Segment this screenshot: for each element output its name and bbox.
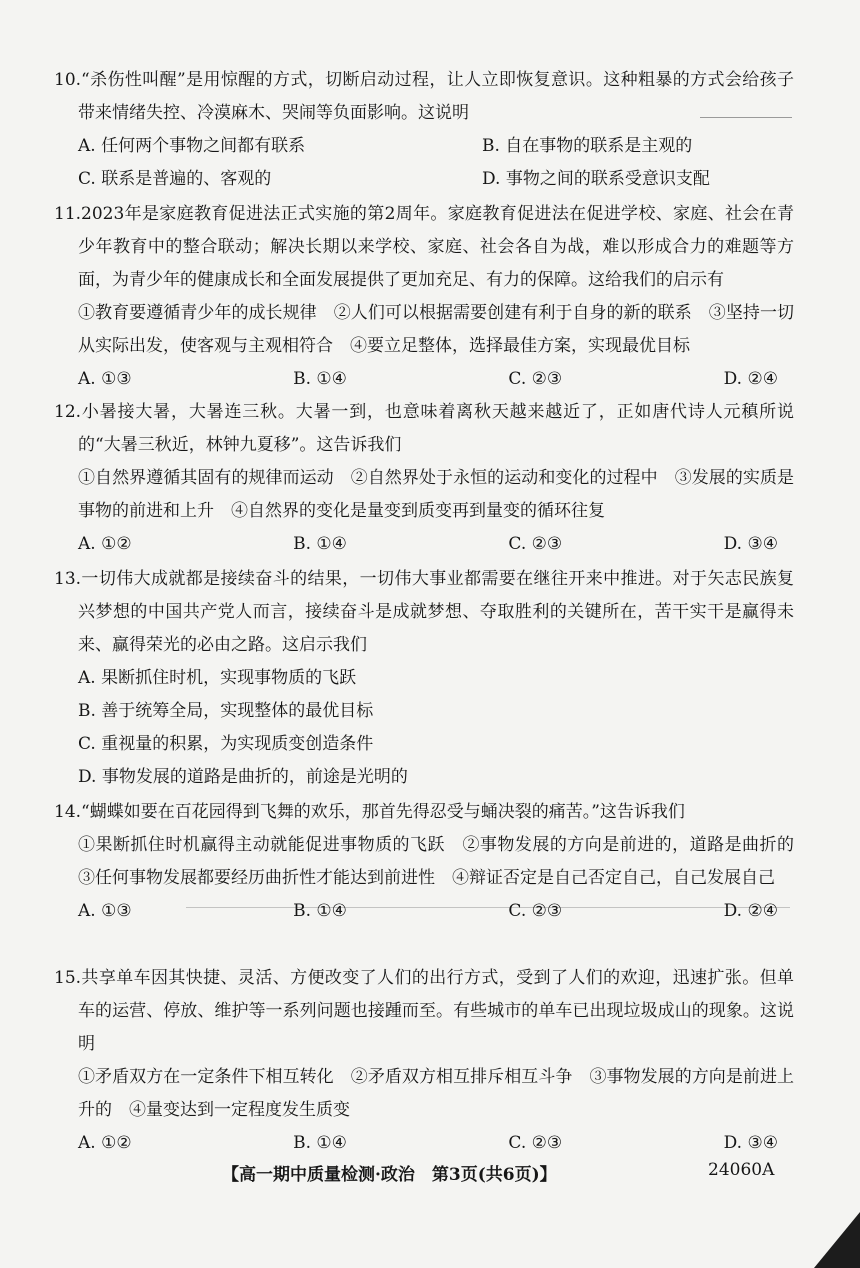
option-a: A. ①③ bbox=[78, 901, 132, 921]
option-b: B. ①④ bbox=[293, 369, 347, 389]
scan-corner-mark bbox=[806, 1212, 860, 1268]
option-b: B. ①④ bbox=[293, 901, 347, 921]
question-stem: 13.一切伟大成就都是接续奋斗的结果，一切伟大事业都需要在继往开来中推进。对于矢志民族复兴梦想的中国共产党人而言，接续奋斗是成就梦想、夺取胜利的关键所在，苦干实干是赢得未来、赢得荣光的必由之路。这启示我们 bbox=[54, 569, 794, 655]
option-a: A. ①② bbox=[78, 1133, 132, 1153]
option-b: B. 自在事物的联系是主观的 bbox=[482, 136, 693, 156]
option-c: C. 联系是普遍的、客观的 bbox=[78, 169, 272, 189]
option-d: D. ③④ bbox=[723, 534, 778, 554]
question-statements: ①矛盾双方在一定条件下相互转化 ②矛盾双方相互排斥相互斗争 ③事物发展的方向是前进上升的 ④量变达到一定程度发生质变 bbox=[78, 1067, 794, 1120]
options bbox=[54, 895, 794, 928]
option-d: D. ②④ bbox=[723, 901, 778, 921]
options bbox=[54, 528, 794, 561]
question-15 bbox=[54, 962, 794, 1160]
option-c: C. 重视量的积累，为实现质变创造条件 bbox=[78, 734, 374, 754]
question-10 bbox=[54, 64, 794, 196]
question-14 bbox=[54, 796, 811, 928]
question-stem: 15.共享单车因其快捷、灵活、方便改变了人们的出行方式，受到了人们的欢迎，迅速扩张。但单车的运营、停放、维护等一系列问题也接踵而至。有些城市的单车已出现垃圾成山的现象。这说明 bbox=[54, 968, 794, 1054]
option-c: C. ②③ bbox=[508, 1133, 563, 1153]
option-a: A. ①③ bbox=[78, 369, 132, 389]
option-c: C. ②③ bbox=[508, 534, 563, 554]
option-b: B. ①④ bbox=[293, 534, 347, 554]
option-d: D. 事物发展的道路是曲折的，前途是光明的 bbox=[78, 767, 408, 787]
question-statements: ①果断抓住时机赢得主动就能促进事物质的飞跃 ②事物发展的方向是前进的，道路是曲折的 ③任何事物发展都要经历曲折性才能达到前进性 ④辩证否定是自己否定自己，自己发展自己 bbox=[78, 835, 811, 888]
footer-code: 24060A bbox=[708, 1160, 775, 1180]
option-b: B. ①④ bbox=[293, 1133, 347, 1153]
question-stem: 11.2023年是家庭教育促进法正式实施的第2周年。家庭教育促进法在促进学校、家庭、社会在青少年教育中的整合联动；解决长期以来学校、家庭、社会各自为战，难以形成合力的难题等方面，为青少年的健康成长和全面发展提供了更加充足、有力的保障。这给我们的启示有 bbox=[54, 204, 794, 290]
option-c: C. ②③ bbox=[508, 901, 563, 921]
footer-page-info: 【高一期中质量检测·政治 第3页(共6页)】 bbox=[222, 1165, 557, 1185]
option-a: A. ①② bbox=[78, 534, 132, 554]
question-12 bbox=[54, 396, 794, 561]
option-a: A. 果断抓住时机，实现事物质的飞跃 bbox=[78, 668, 357, 688]
question-statements: ①自然界遵循其固有的规律而运动 ②自然界处于永恒的运动和变化的过程中 ③发展的实质是事物的前进和上升 ④自然界的变化是量变到质变再到量变的循环往复 bbox=[78, 468, 794, 521]
question-13 bbox=[54, 563, 794, 794]
options bbox=[54, 363, 794, 396]
option-d: D. 事物之间的联系受意识支配 bbox=[482, 169, 710, 189]
option-d: D. ③④ bbox=[723, 1133, 778, 1153]
option-c: C. ②③ bbox=[508, 369, 563, 389]
options bbox=[54, 130, 794, 196]
question-statements: ①教育要遵循青少年的成长规律 ②人们可以根据需要创建有利于自身的新的联系 ③坚持一切从实际出发，使客观与主观相符合 ④要立足整体，选择最佳方案，实现最优目标 bbox=[78, 303, 794, 356]
options bbox=[54, 662, 794, 794]
option-b: B. 善于统筹全局，实现整体的最优目标 bbox=[78, 701, 374, 721]
options bbox=[54, 1127, 794, 1160]
question-stem: 10.“杀伤性叫醒”是用惊醒的方式，切断启动过程，让人立即恢复意识。这种粗暴的方式会给孩子带来情绪失控、冷漠麻木、哭闹等负面影响。这说明 bbox=[54, 70, 794, 123]
question-stem: 14.“蝴蝶如要在百花园得到飞舞的欢乐，那首先得忍受与蛹决裂的痛苦。”这告诉我们 bbox=[54, 802, 685, 822]
question-11 bbox=[54, 198, 794, 396]
question-stem: 12.小暑接大暑，大暑连三秋。大暑一到，也意味着离秋天越来越近了，正如唐代诗人元稹所说的“大暑三秋近，林钟九夏移”。这告诉我们 bbox=[54, 402, 794, 455]
option-a: A. 任何两个事物之间都有联系 bbox=[78, 136, 306, 156]
option-d: D. ②④ bbox=[723, 369, 778, 389]
